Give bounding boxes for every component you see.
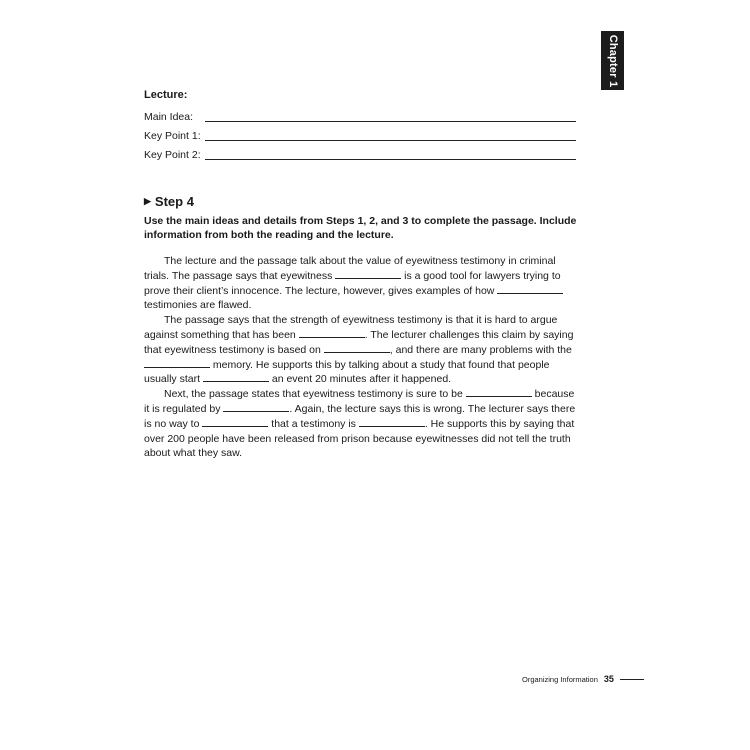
page-footer [522, 674, 644, 684]
passage-paragraph-3 [144, 387, 582, 461]
passage-paragraph-1 [144, 254, 582, 313]
passage-text: that a testimony is [268, 417, 359, 430]
answer-blank[interactable] [223, 402, 289, 412]
main-idea-row [144, 111, 576, 125]
passage-text: memory. He supports this by talking about a study that found that people usually start [144, 358, 550, 386]
passage-text: . Again, the lecture says this is wrong. The lecturer says there is no way to [144, 402, 576, 430]
main-idea-label: Main Idea: [144, 111, 194, 123]
answer-blank[interactable] [359, 417, 425, 427]
passage-text: The passage says that the strength of eyewitness testimony is that it is hard to argue against something that has been [144, 314, 558, 341]
answer-blank[interactable] [203, 372, 269, 382]
answer-blank[interactable] [202, 417, 268, 427]
passage-paragraph-2 [144, 313, 582, 387]
passage-text: , and there are many problems with the [389, 343, 572, 356]
passage-text: . He supports this by saying that over 200 people have been released from prison because eyewitnesses did not tell the truth about what they saw. [144, 417, 575, 460]
passage-text: Next, the passage states that eyewitness testimony is sure to be [164, 388, 466, 401]
answer-blank[interactable] [299, 328, 365, 338]
step-instructions: Use the main ideas and details from Steps 1, 2, and 3 to complete the passage. Include information from both the reading and the lecture. [144, 215, 577, 241]
answer-blank[interactable] [466, 387, 532, 397]
passage-text: because it is regulated by [144, 388, 575, 415]
passage-text: is a good tool for lawyers trying to prove their client’s innocence. The lecture, however, gives examples of how [144, 269, 561, 297]
key-point-2-answer-line[interactable] [205, 159, 576, 160]
lecture-heading: Lecture: [144, 89, 188, 101]
answer-blank[interactable] [324, 343, 390, 353]
footer-rule [620, 679, 644, 680]
chapter-tab [601, 31, 624, 90]
page-number: 35 [603, 674, 614, 684]
passage [144, 254, 582, 461]
step-title: Step 4 [154, 194, 194, 209]
answer-blank[interactable] [335, 269, 401, 279]
key-point-2-label: Key Point 2: [144, 149, 201, 161]
answer-blank[interactable] [144, 358, 210, 368]
step-heading [144, 194, 194, 209]
passage-text: testimonies are flawed. [144, 299, 252, 312]
key-point-1-label: Key Point 1: [144, 130, 201, 142]
triangle-right-icon: ▶ [144, 196, 151, 206]
key-point-1-answer-line[interactable] [205, 140, 576, 141]
main-idea-answer-line[interactable] [205, 121, 576, 122]
answer-blank[interactable] [497, 284, 563, 294]
passage-text: an event 20 minutes after it happened. [268, 373, 452, 386]
key-point-1-row [144, 130, 576, 144]
key-point-2-row [144, 149, 576, 163]
passage-text: The lecture and the passage talk about the value of eyewitness testimony in criminal trials. The passage says that eyewitness [144, 255, 556, 282]
footer-section-title: Organizing Information [522, 674, 598, 684]
passage-text: . The lecturer challenges this claim by saying that eyewitness testimony is based on [144, 328, 574, 356]
chapter-tab-label: Chapter 1 [606, 34, 619, 87]
